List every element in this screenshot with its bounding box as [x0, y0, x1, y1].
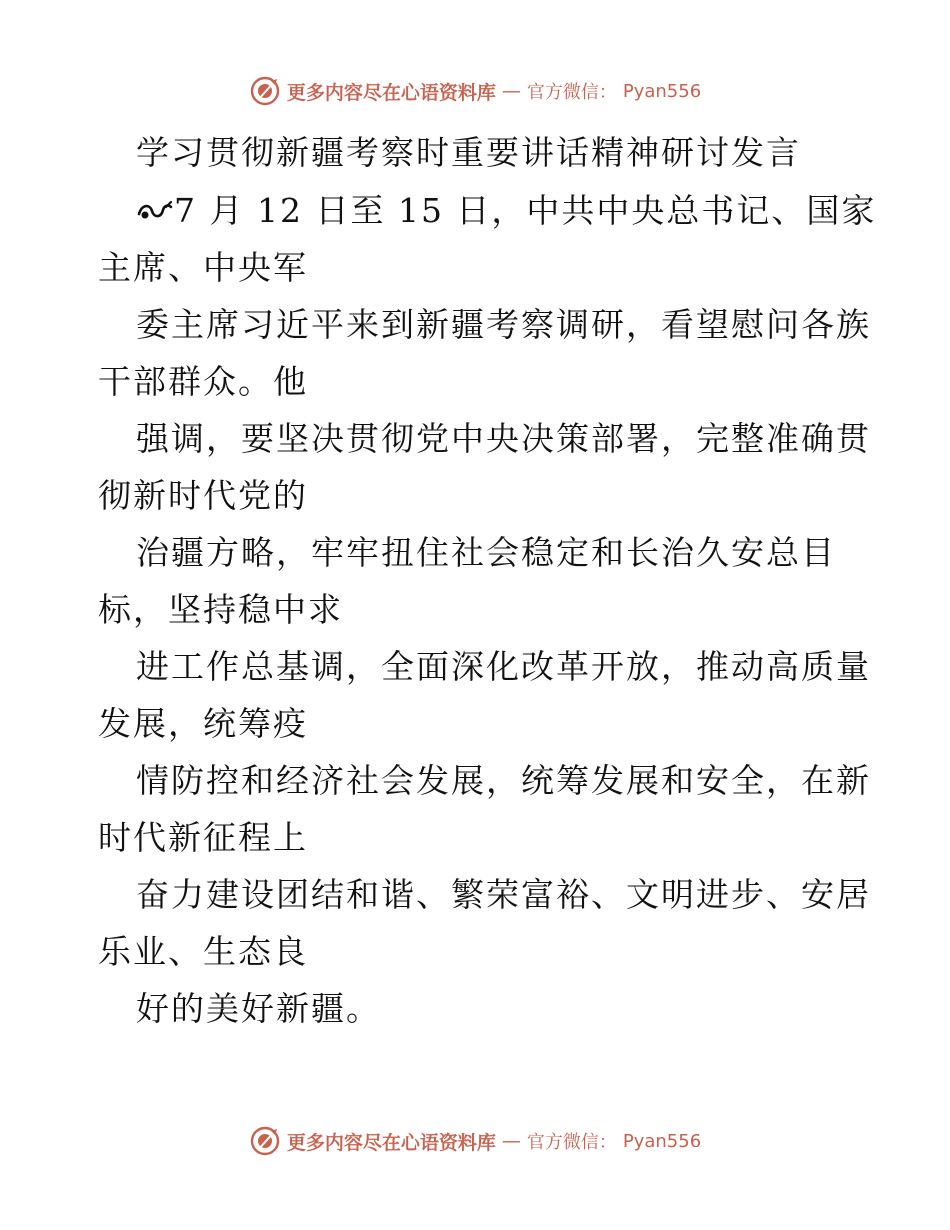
paragraph-line	[98, 182, 877, 240]
document-body	[98, 124, 877, 1038]
watermark-separator: —	[501, 80, 521, 102]
paragraph-text: 7 月 12 日至 15 日，中共中央总书记、国家	[174, 191, 877, 230]
document-title: 学习贯彻新疆考察时重要讲话精神研讨发言	[136, 133, 801, 172]
paragraph-line: 委主席习近平来到新疆考察调研，看望慰问各族	[136, 305, 871, 344]
paragraph-line: 好的美好新疆。	[136, 989, 381, 1028]
paragraph-line: 主席、中央军	[98, 248, 308, 287]
paragraph-line: 情防控和经济社会发展，统筹发展和安全，在新	[136, 761, 871, 800]
watermark-contact-label: 官方微信：	[526, 1132, 617, 1153]
quill-seal-icon	[249, 1125, 281, 1157]
paragraph-line: 彻新时代党的	[98, 476, 308, 515]
watermark-site-text: 更多内容尽在心语资料库	[286, 1131, 496, 1154]
paragraph-line: 进工作总基调，全面深化改革开放，推动高质量	[136, 647, 871, 686]
watermark-contact-id: Pyan556	[622, 80, 702, 102]
watermark-contact-label: 官方微信：	[526, 82, 617, 103]
paragraph-line: 时代新征程上	[98, 818, 308, 857]
watermark-separator: —	[501, 1130, 521, 1152]
quill-seal-icon	[249, 75, 281, 107]
header-watermark	[0, 71, 950, 111]
fleuron-icon	[136, 198, 174, 224]
paragraph-line: 强调，要坚决贯彻党中央决策部署，完整准确贯	[136, 419, 871, 458]
paragraph-line: 干部群众。他	[98, 362, 308, 401]
footer-watermark	[0, 1121, 950, 1161]
watermark-contact-id: Pyan556	[622, 1130, 702, 1152]
paragraph-line: 奋力建设团结和谐、繁荣富裕、文明进步、安居	[136, 875, 871, 914]
paragraph-line: 治疆方略，牢牢扭住社会稳定和长治久安总目	[136, 533, 836, 572]
paragraph-line: 乐业、生态良	[98, 932, 308, 971]
paragraph-line: 标，坚持稳中求	[98, 590, 343, 629]
paragraph-line: 发展，统筹疫	[98, 704, 308, 743]
watermark-site-text: 更多内容尽在心语资料库	[286, 81, 496, 104]
